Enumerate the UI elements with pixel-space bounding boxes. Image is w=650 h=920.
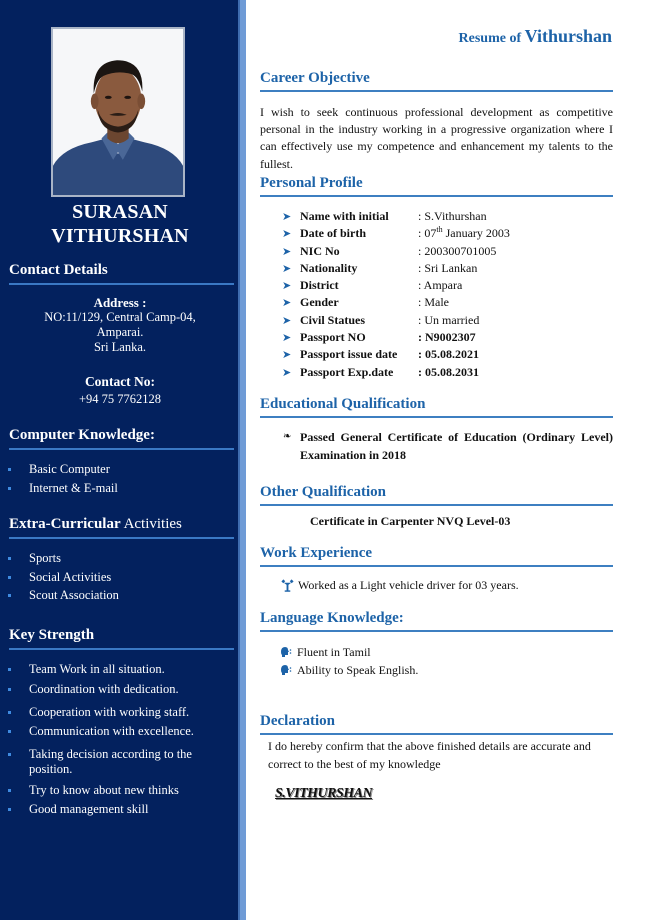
declaration-text: I do hereby confirm that the above finished details are accurate and correct to the best of my knowledge xyxy=(268,739,591,771)
declaration-heading: Declaration xyxy=(260,712,613,735)
profile-row: ➤ Nationality : Sri Lankan xyxy=(282,260,602,277)
profile-row: ➤ Civil Statues : Un married xyxy=(282,312,602,329)
list-item: Scout Association xyxy=(8,588,233,607)
bullet-icon xyxy=(8,594,11,597)
key-strength-heading: Key Strength xyxy=(9,626,234,650)
language-heading: Language Knowledge: xyxy=(260,609,613,632)
other-qualification-item: Certificate in Carpenter NVQ Level-03 xyxy=(310,514,511,528)
signature: S.VITHURSHAN xyxy=(275,786,373,801)
work-experience-heading: Work Experience xyxy=(260,544,613,567)
list-item: Good management skill xyxy=(8,802,233,821)
career-objective-heading: Career Objective xyxy=(260,69,613,92)
arrow-bullet-icon: ➤ xyxy=(282,331,292,345)
bullet-icon xyxy=(8,688,11,691)
arrow-bullet-icon: ➤ xyxy=(282,210,292,223)
bullet-icon xyxy=(8,808,11,811)
candidate-name xyxy=(0,200,240,248)
address-line: Amparai. xyxy=(96,325,144,339)
list-item: Social Activities xyxy=(8,570,233,589)
key-strength-list xyxy=(8,662,233,821)
profile-row: ➤ Passport NO : N9002307 xyxy=(282,329,602,346)
extra-curricular-list xyxy=(8,551,233,607)
education-heading: Educational Qualification xyxy=(260,395,613,418)
arrow-bullet-icon: ➤ xyxy=(282,244,292,258)
bullet-icon xyxy=(8,753,11,756)
personal-profile-heading: Personal Profile xyxy=(260,174,613,197)
list-item: Team Work in all situation. xyxy=(8,662,233,682)
list-item: Ability to Speak English. xyxy=(280,661,418,679)
list-item: Fluent in Tamil xyxy=(280,643,418,661)
resume-title: Resume of Vithurshan xyxy=(458,26,612,46)
address-block xyxy=(0,295,240,355)
address-line: NO:11/129, Central Camp-04, xyxy=(44,310,196,324)
career-objective-text: I wish to seek continuous professional development as competitive personal in the industry working in a progressive organization where I can effectively use my competence and enhancement my talents to the fullest. xyxy=(260,105,613,171)
arrow-bullet-icon: ➤ xyxy=(282,296,292,310)
list-item: Communication with excellence. xyxy=(8,724,233,747)
personal-profile-list xyxy=(282,208,602,381)
profile-row: ➤ Passport issue date : 05.08.2021 xyxy=(282,346,602,363)
extra-curricular-heading: Extra-Curricular Activities xyxy=(9,515,234,539)
profile-row: ➤ District : Ampara xyxy=(282,277,602,294)
name-last: VITHURSHAN xyxy=(51,225,189,247)
work-experience-item: Worked as a Light vehicle driver for 03 years. xyxy=(281,578,519,593)
arrow-bullet-icon: ➤ xyxy=(282,313,292,327)
other-qualification-heading: Other Qualification xyxy=(260,483,613,506)
language-list xyxy=(280,643,418,679)
arrow-bullet-icon: ➤ xyxy=(282,227,292,241)
computer-list xyxy=(8,462,233,500)
main-content xyxy=(246,0,650,920)
list-item: Sports xyxy=(8,551,233,570)
computer-heading: Computer Knowledge: xyxy=(9,426,234,450)
profile-photo xyxy=(51,27,185,197)
phone-block xyxy=(0,374,240,407)
bullet-icon xyxy=(8,668,11,671)
scroll-bullet-icon: ❧ xyxy=(283,431,292,442)
list-item: Internet & E-mail xyxy=(8,481,233,500)
speaking-head-icon xyxy=(280,664,292,676)
education-item: ❧ Passed General Certificate of Education (Ordinary Level) Examination in 2018 xyxy=(283,430,613,462)
antenna-icon xyxy=(281,579,294,592)
list-item: Taking decision according to the position. xyxy=(8,747,233,783)
contact-heading: Contact Details xyxy=(9,261,234,285)
list-item: Cooperation with working staff. xyxy=(8,705,233,724)
bullet-icon xyxy=(8,730,11,733)
list-item: Basic Computer xyxy=(8,462,233,481)
arrow-bullet-icon: ➤ xyxy=(282,279,292,293)
speaking-head-icon xyxy=(280,646,292,658)
bullet-icon xyxy=(8,487,11,490)
profile-row: ➤ Gender : Male xyxy=(282,294,602,311)
bullet-icon xyxy=(8,576,11,579)
sidebar xyxy=(0,0,246,920)
profile-row: ➤ Passport Exp.date : 05.08.2031 xyxy=(282,364,602,381)
bullet-icon xyxy=(8,711,11,714)
phone-number: +94 75 7762128 xyxy=(78,392,162,406)
arrow-bullet-icon: ➤ xyxy=(282,348,292,362)
address-label: Address : xyxy=(93,295,147,310)
list-item: Coordination with dedication. xyxy=(8,682,233,705)
address-line: Sri Lanka. xyxy=(93,340,147,354)
arrow-bullet-icon: ➤ xyxy=(282,261,292,275)
bullet-icon xyxy=(8,789,11,792)
profile-row: ➤ Name with initial : S.Vithurshan xyxy=(282,208,602,225)
list-item: Try to know about new thinks xyxy=(8,783,233,802)
phone-label: Contact No: xyxy=(84,374,156,389)
sidebar-edge xyxy=(238,0,240,920)
bullet-icon xyxy=(8,557,11,560)
profile-row: ➤ NIC No : 200300701005 xyxy=(282,243,602,260)
name-first: SURASAN xyxy=(72,201,168,223)
bullet-icon xyxy=(8,468,11,471)
profile-row: ➤ Date of birth : 07th January 2003 xyxy=(282,225,602,242)
arrow-bullet-icon: ➤ xyxy=(282,365,292,379)
